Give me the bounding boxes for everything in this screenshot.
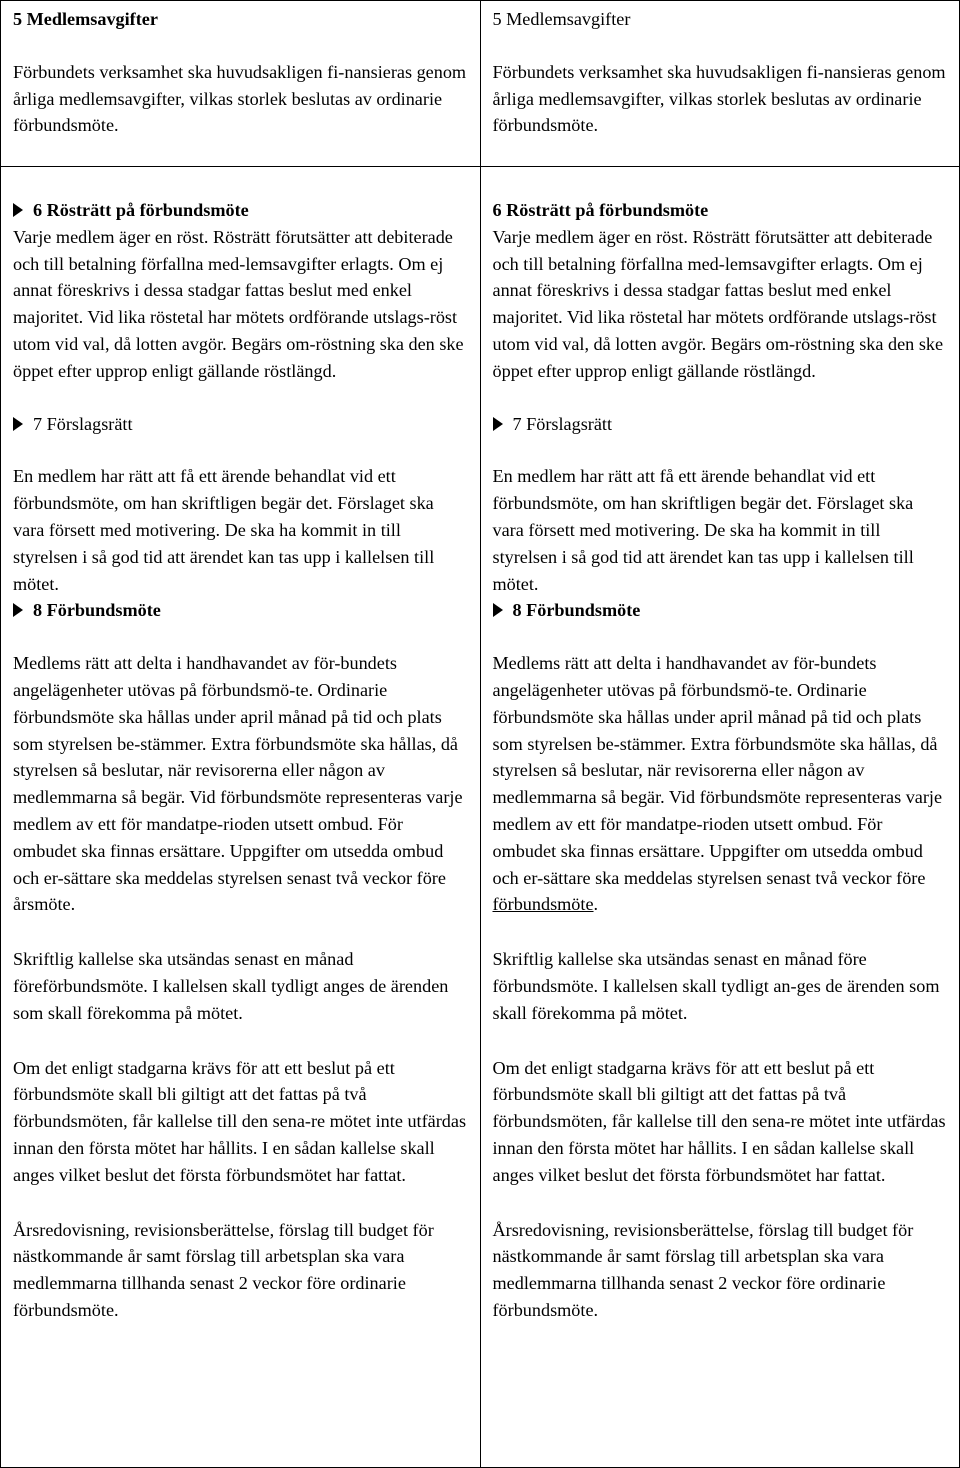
section-heading-7: 7 Förslagsrätt bbox=[13, 411, 470, 438]
right-cell-main bbox=[480, 167, 960, 1468]
right-cell-top bbox=[480, 1, 960, 167]
section-8-paragraph-2: Skriftlig kallelse ska utsändas senast en månad före förbundsmöte. I kallelsen skall tydligt an-ges de ärenden som skall förekomma på mötet. bbox=[492, 949, 940, 1023]
left-cell-top bbox=[1, 1, 481, 167]
table-row bbox=[1, 167, 960, 1468]
arrow-bullet-icon bbox=[13, 203, 23, 217]
arrow-bullet-icon bbox=[13, 603, 23, 617]
section-heading: 5 Medlemsavgifter bbox=[13, 9, 158, 29]
section-6-text: Varje medlem äger en röst. Rösträtt förutsätter att debiterade och till betalning förfallna med-lemsavgifter erlagts. Om ej annat föreskrivs i dessa stadgar fattas beslut med enkel majoritet. Vid lika röstetal har mötets ordförande utslags-röst utom vid val, då lotten avgör. Begärs om-röstning ska den ske öppet efter upprop enligt gällande röstlängd. bbox=[13, 226, 464, 381]
section-heading-6: 6 Rösträtt på förbundsmöte bbox=[13, 197, 470, 224]
left-cell-main bbox=[1, 167, 481, 1468]
section-heading-8: 8 Förbundsmöte bbox=[493, 597, 950, 624]
arrow-bullet-icon bbox=[493, 417, 503, 431]
section-6-text: Varje medlem äger en röst. Rösträtt förutsätter att debiterade och till betalning förfallna med-lemsavgifter erlagts. Om ej annat föreskrivs i dessa stadgar fattas beslut med enkel majoritet. Vid lika röstetal har mötets ordförande utslags-röst utom vid val, då lotten avgör. Begärs om-röstning ska den ske öppet efter upprop enligt gällande röstlängd. bbox=[492, 226, 944, 381]
section-heading-6: 6 Rösträtt på förbundsmöte bbox=[492, 200, 709, 220]
arrow-bullet-icon bbox=[493, 603, 503, 617]
section-8-paragraph-1: Medlems rätt att delta i handhavandet av för-bundets angelägenheter utövas på förbundsmö-te. Ordinarie förbundsmöte ska hållas under april månad på tid och plats som styrelsen be-stämmer. Extra förbundsmöte ska hållas, då styrelsen så beslutar, när revisorerna eller någon av medlemmarna så begär. Vid förbundsmöte representeras varje medlem av ett för mandatpe-rioden utsett ombud. För ombudet ska finnas ersättare. Uppgifter om utsedda ombud och er-sättare ska meddelas styrelsen senast två veckor före årsmöte. bbox=[13, 653, 463, 915]
section-8-paragraph-4: Årsredovisning, revisionsberättelse, förslag till budget för nästkommande år samt förslag till arbetsplan ska vara medlemmarna tillhanda senast 2 veckor före ordinarie förbundsmöte. bbox=[13, 1219, 434, 1320]
section-7-text: En medlem har rätt att få ett ärende behandlat vid ett förbundsmöte, om han skriftligen begär det. Förslaget ska vara försett med motivering. De ska ha kommit in till styrelsen i så god tid att ärendet kan tas upp i kallelsen till mötet. bbox=[492, 466, 914, 594]
section-8-paragraph-1: Medlems rätt att delta i handhavandet av för-bundets angelägenheter utövas på förbundsmö-te. Ordinarie förbundsmöte ska hållas under april månad på tid och plats som styrelsen be-stämmer. Extra förbundsmöte ska hållas, då styrelsen så beslutar, när revisorerna eller någon av medlemmarna så begär. Vid förbundsmöte representeras varje medlem av ett för mandatpe-rioden utsett ombud. För ombudet ska finnas ersättare. Uppgifter om utsedda ombud och er-sättare ska meddelas styrelsen senast två veckor före förbundsmöte. bbox=[492, 653, 943, 915]
section-heading-8: 8 Förbundsmöte bbox=[13, 597, 470, 624]
section-text: Förbundets verksamhet ska huvudsakligen fi-nansieras genom årliga medlemsavgifter, vilkas storlek beslutas av ordinarie förbundsmöte. bbox=[13, 61, 467, 136]
table-row bbox=[1, 1, 960, 167]
section-text: Förbundets verksamhet ska huvudsakligen fi-nansieras genom årliga medlemsavgifter, vilkas storlek beslutas av ordinarie förbundsmöte. bbox=[492, 61, 946, 136]
section-8-paragraph-4: Årsredovisning, revisionsberättelse, förslag till budget för nästkommande år samt förslag till arbetsplan ska vara medlemmarna tillhanda senast 2 veckor före ordinarie förbundsmöte. bbox=[492, 1219, 914, 1320]
arrow-bullet-icon bbox=[13, 417, 23, 431]
section-8-paragraph-3: Om det enligt stadgarna krävs för att ett beslut på ett förbundsmöte skall bli giltigt att det fattas på två förbundsmöten, får kallelse till den sena-re mötet inte utfärdas innan den första mötet har hållits. I en sådan kallelse skall anges vilket beslut det första förbundsmötet har fattat. bbox=[13, 1057, 467, 1185]
section-heading: 5 Medlemsavgifter bbox=[492, 9, 631, 29]
underlined-change: förbundsmöte bbox=[492, 894, 594, 915]
section-8-paragraph-3: Om det enligt stadgarna krävs för att ett beslut på ett förbundsmöte skall bli giltigt att det fattas på två förbundsmöten, får kallelse till den sena-re mötet inte utfärdas innan den första mötet har hållits. I en sådan kallelse skall anges vilket beslut det första förbundsmötet har fattat. bbox=[492, 1057, 946, 1185]
section-8-paragraph-2: Skriftlig kallelse ska utsändas senast en månad föreförbundsmöte. I kallelsen skall tydligt anges de ärenden som skall förekomma på mötet. bbox=[13, 949, 449, 1023]
section-7-text: En medlem har rätt att få ett ärende behandlat vid ett förbundsmöte, om han skriftligen begär det. Förslaget ska vara försett med motivering. De ska ha kommit in till styrelsen i så god tid att ärendet kan tas upp i kallelsen till mötet. bbox=[13, 466, 435, 594]
section-heading-7: 7 Förslagsrätt bbox=[493, 411, 950, 438]
